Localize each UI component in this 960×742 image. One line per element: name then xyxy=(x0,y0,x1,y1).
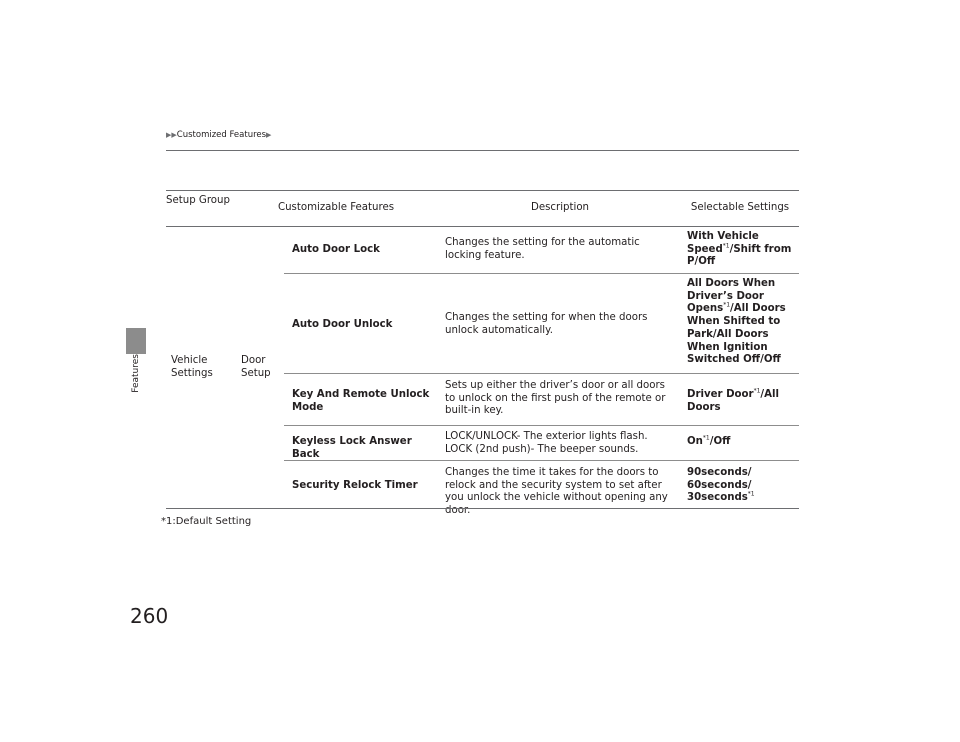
feature-name: Security Relock Timer xyxy=(292,480,418,491)
feature-name: Auto Door Lock xyxy=(292,244,380,255)
selectable-settings: On$^{*1}$/Off xyxy=(687,434,731,447)
feature-name: Key And Remote Unlock Mode xyxy=(292,389,430,413)
selectable-settings: With Vehicle Speed$^{*1}$/Shift from P/Off xyxy=(687,231,792,268)
section-label: Features xyxy=(131,354,141,393)
breadcrumb-label[interactable]: Customized Features xyxy=(176,130,267,140)
selectable-settings: Driver Door$^{*1}$/All Doors xyxy=(687,387,780,413)
section-tab xyxy=(126,328,146,354)
feature-name: Auto Door Unlock xyxy=(292,319,393,330)
breadcrumb-arrow-icon: ▶▶ xyxy=(166,131,177,139)
footnote: *1:Default Setting xyxy=(161,516,252,527)
header-setup-group: Setup Group xyxy=(166,195,230,206)
header-selectable-settings: Selectable Settings xyxy=(690,202,790,213)
row-rule xyxy=(284,425,799,426)
feature-description: Changes the time it takes for the doors to relock and the security system to set after you unlock the vehicle without opening any door. xyxy=(445,467,668,517)
header-bottom-rule xyxy=(166,226,799,227)
feature-name: Keyless Lock Answer Back xyxy=(292,436,412,460)
feature-description: Sets up either the driver’s door or all doors to unlock on the first push of the remote or built-in key. xyxy=(445,380,666,417)
selectable-settings: All Doors When Driver’s Door Opens$^{*1}$/All Doors When Shifted to Park/All Doors When Ignition Switched Off/Off xyxy=(687,278,786,366)
breadcrumb xyxy=(166,130,271,140)
feature-description: Changes the setting for the automatic locking feature. xyxy=(445,237,640,261)
table-top-rule xyxy=(166,190,799,191)
setup-group-label: Vehicle Settings xyxy=(171,355,213,379)
breadcrumb-arrow-icon: ▶ xyxy=(266,131,272,139)
header-customizable-features: Customizable Features xyxy=(277,202,395,213)
page-number: 260 xyxy=(130,604,169,628)
feature-description: Changes the setting for when the doors unlock automatically. xyxy=(445,312,648,336)
row-rule xyxy=(284,460,799,461)
setup-subgroup-label: Door Setup xyxy=(241,355,271,379)
header-rule xyxy=(166,150,799,151)
header-description: Description xyxy=(530,202,590,213)
settings-table xyxy=(166,190,799,517)
feature-description: LOCK/UNLOCK- The exterior lights flash. LOCK (2nd push)- The beeper sounds. xyxy=(445,431,648,455)
table-bottom-rule xyxy=(166,508,799,509)
selectable-settings: 90seconds/ 60seconds/ 30seconds$^{*1}$ xyxy=(687,467,755,504)
row-rule xyxy=(284,273,799,274)
row-rule xyxy=(284,373,799,374)
